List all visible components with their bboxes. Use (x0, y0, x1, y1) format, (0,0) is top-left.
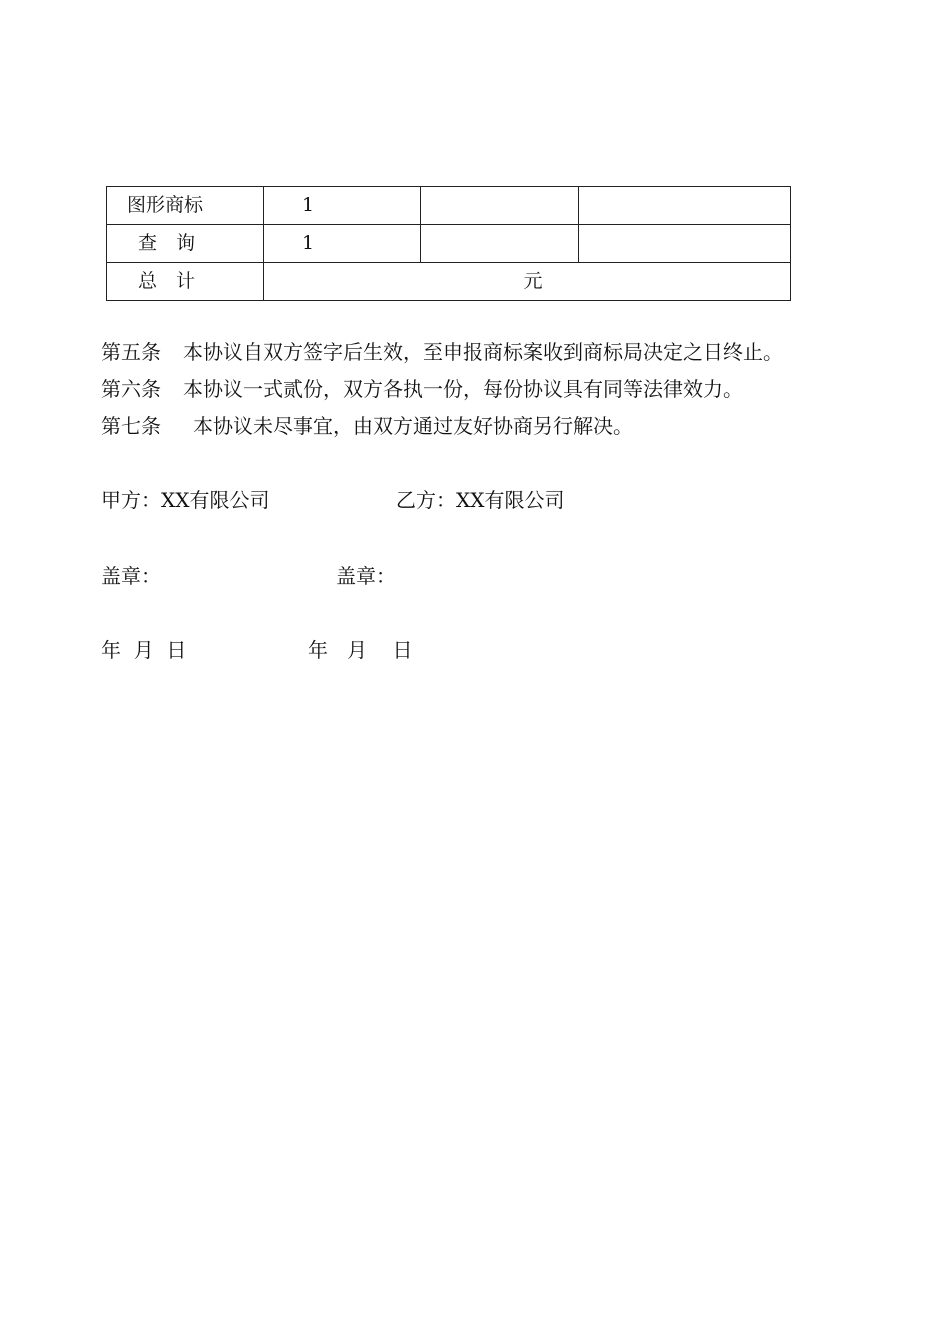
total-value-cell: 元 (264, 263, 791, 301)
clause-number: 第五条 (101, 340, 161, 364)
empty-cell (579, 225, 791, 263)
table-row-total (107, 263, 791, 301)
clause-text: 本协议未尽事宜，由双方通过友好协商另行解决。 (193, 414, 633, 438)
item-name-cell: 查 询 (107, 225, 264, 263)
fee-table (106, 186, 791, 301)
empty-cell (421, 187, 579, 225)
party-b: 乙方：XX有限公司 (396, 488, 565, 512)
party-a: 甲方：XX有限公司 (101, 488, 270, 512)
item-name-cell: 图形商标 (107, 187, 264, 225)
quantity-cell: 1 (264, 225, 421, 263)
date-b: 年 月 日 (308, 638, 413, 662)
clause-six (101, 379, 743, 399)
clause-seven (101, 416, 633, 436)
clause-five (101, 342, 783, 362)
date-a: 年 月 日 (101, 638, 187, 662)
total-label-cell: 总 计 (107, 263, 264, 301)
clause-text: 本协议一式贰份，双方各执一份，每份协议具有同等法律效力。 (183, 377, 743, 401)
clause-text: 本协议自双方签字后生效，至申报商标案收到商标局决定之日终止。 (183, 340, 783, 364)
table-row (107, 225, 791, 263)
quantity-cell: 1 (264, 187, 421, 225)
empty-cell (579, 187, 791, 225)
empty-cell (421, 225, 579, 263)
clause-number: 第七条 (101, 414, 161, 438)
table-row (107, 187, 791, 225)
seal-b-label: 盖章： (336, 564, 396, 588)
seal-a-label: 盖章： (101, 564, 161, 588)
clause-number: 第六条 (101, 377, 161, 401)
